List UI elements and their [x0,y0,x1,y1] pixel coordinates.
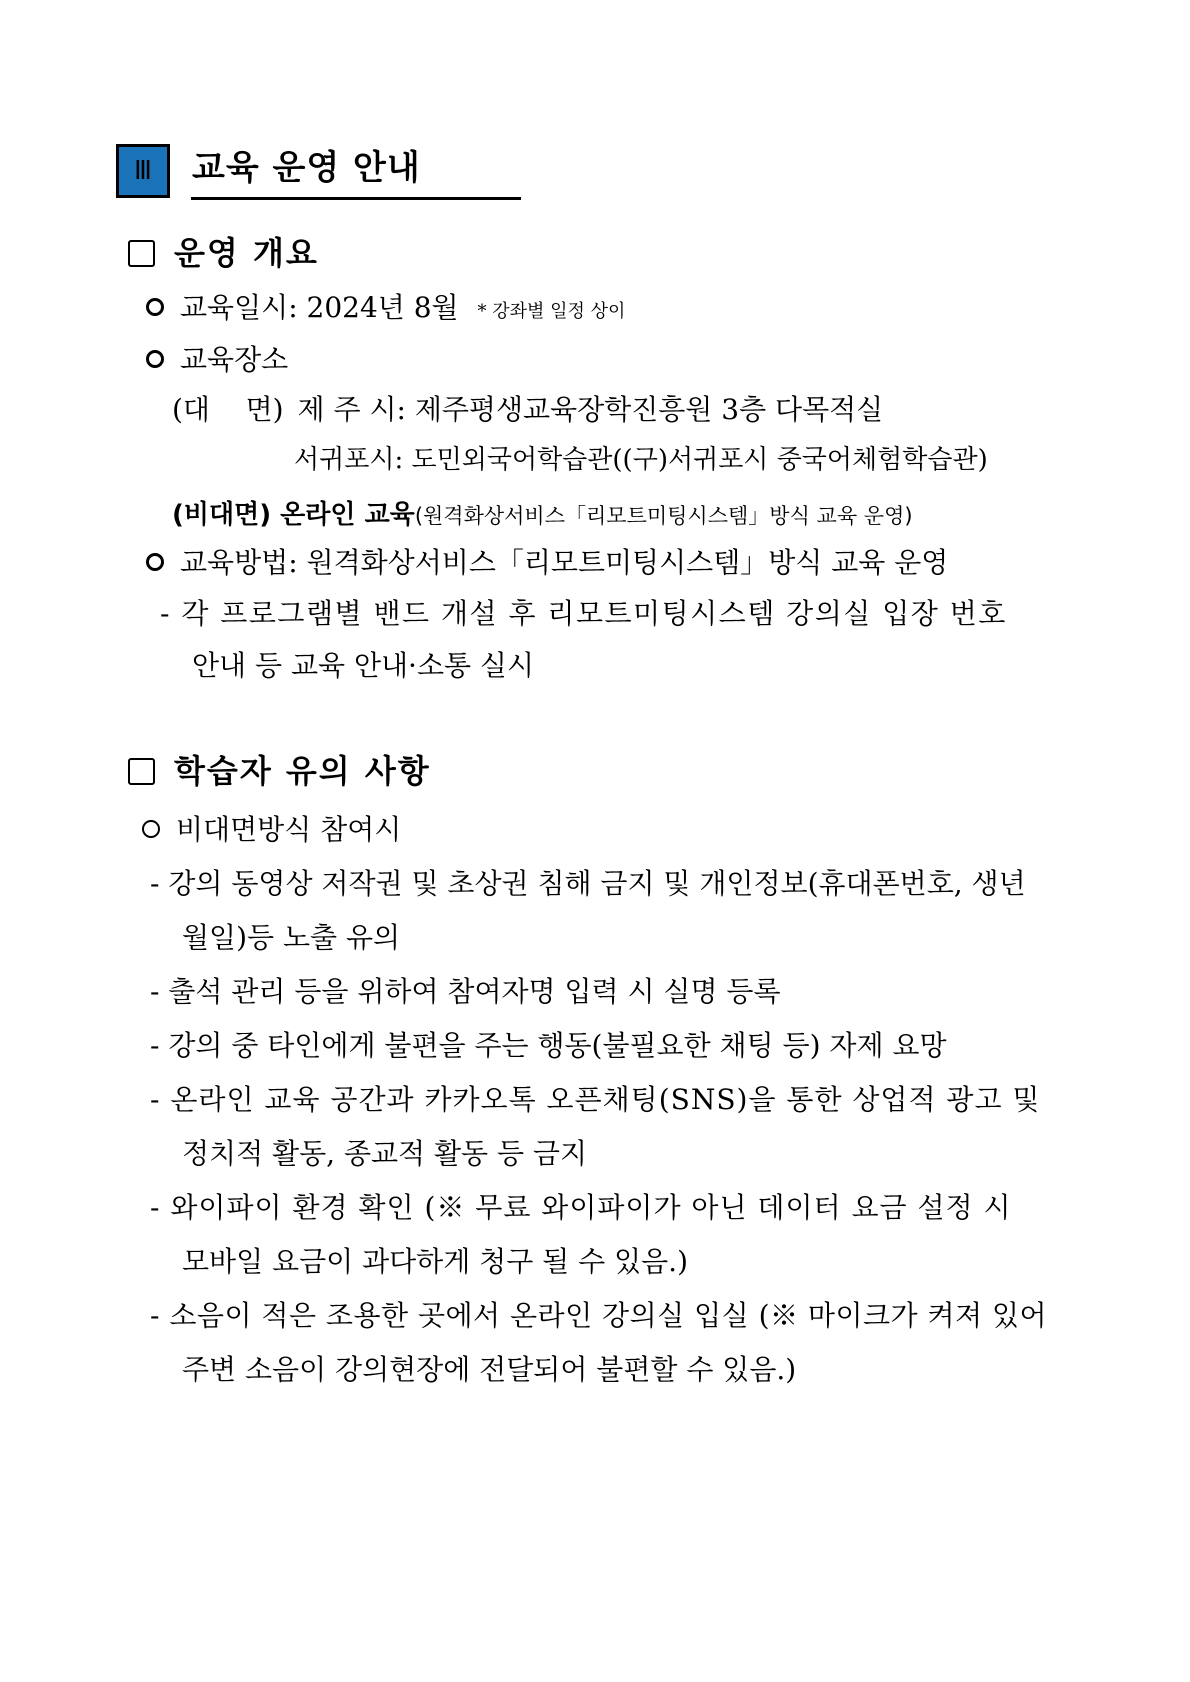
subheading-line [142,812,401,847]
checkbox-square-icon [128,758,155,785]
online-line [172,496,913,532]
schedule-label: 교육일시: 2024년 8월 [180,291,459,324]
method-detail-line-2 [192,648,534,683]
note-text: 주변 소음이 강의현장에 전달되어 불편할 수 있음.) [182,1353,797,1386]
checkbox-square-icon [128,240,155,267]
note-item-cont [182,1352,796,1387]
chapter-number-badge [116,144,170,198]
note-text: - 온라인 교육 공간과 카카오톡 오픈채팅(SNS)을 통한 상업적 광고 및 [150,1083,1041,1116]
circle-bullet-icon [146,298,164,316]
method-detail-1: - 각 프로그램별 밴드 개설 후 리모트미팅시스템 강의실 입장 번호 [160,597,1007,630]
method-text: 교육방법: 원격화상서비스「리모트미팅시스템」방식 교육 운영 [180,546,949,579]
chapter-header [116,144,521,200]
note-item [150,1190,1012,1225]
note-item [150,1298,1047,1333]
note-text: - 강의 중 타인에게 불편을 주는 행동(불필요한 채팅 등) 자제 요망 [150,1029,947,1062]
circle-bullet-icon [146,553,164,571]
note-text: 정치적 활동, 종교적 활동 등 금지 [182,1137,588,1170]
section-heading-overview [128,234,319,272]
note-text: - 와이파이 환경 확인 (※ 무료 와이파이가 아닌 데이터 요금 설정 시 [150,1191,1012,1224]
online-label: (비대면) 온라인 교육 [172,500,415,530]
note-text: - 출석 관리 등을 위하여 참여자명 입력 시 실명 등록 [150,975,781,1008]
method-line [146,545,948,580]
note-text: - 강의 동영상 저작권 및 초상권 침해 금지 및 개인정보(휴대폰번호, 생년 [150,867,1026,900]
circle-bullet-icon [142,820,160,838]
note-item [150,1082,1040,1117]
note-text: 모바일 요금이 과다하게 청구 될 수 있음.) [182,1245,688,1278]
note-item-cont [182,1244,688,1279]
note-item [150,1028,947,1063]
section-heading-notes [128,752,431,790]
method-detail-line [160,596,1007,631]
note-item-cont [182,1136,587,1171]
seogwipo-venue: 서귀포시: 도민외국어학습관((구)서귀포시 중국어체험학습관) [294,445,988,475]
jeju-city-venue: 제 주 시: 제주평생교육장학진흥원 3층 다목적실 [297,393,884,426]
schedule-line [146,290,625,325]
note-item-cont [182,920,400,955]
in-person-label: (대 면) [172,393,284,426]
venue-line [146,342,288,377]
subheading-text: 비대면방식 참여시 [176,813,402,846]
in-person-line [172,392,883,427]
section-title: 운영 개요 [174,234,319,272]
note-item [150,974,781,1009]
note-text: - 소음이 적은 조용한 곳에서 온라인 강의실 입실 (※ 마이크가 켜져 있어 [150,1299,1048,1332]
venue-label: 교육장소 [180,343,289,376]
schedule-note: * 강좌별 일정 상이 [477,301,626,322]
method-detail-2: 안내 등 교육 안내·소통 실시 [192,649,535,682]
seogwipo-line [294,444,988,477]
note-text: 월일)등 노출 유의 [182,921,401,954]
note-item [150,866,1026,901]
section-title: 학습자 유의 사항 [174,752,431,790]
chapter-number: Ⅲ [134,156,152,185]
online-note: (원격화상서비스「리모트미팅시스템」방식 교육 운영) [414,504,913,528]
chapter-underline [191,197,521,200]
circle-bullet-icon [146,350,164,368]
chapter-title: 교육 운영 안내 [192,148,421,188]
